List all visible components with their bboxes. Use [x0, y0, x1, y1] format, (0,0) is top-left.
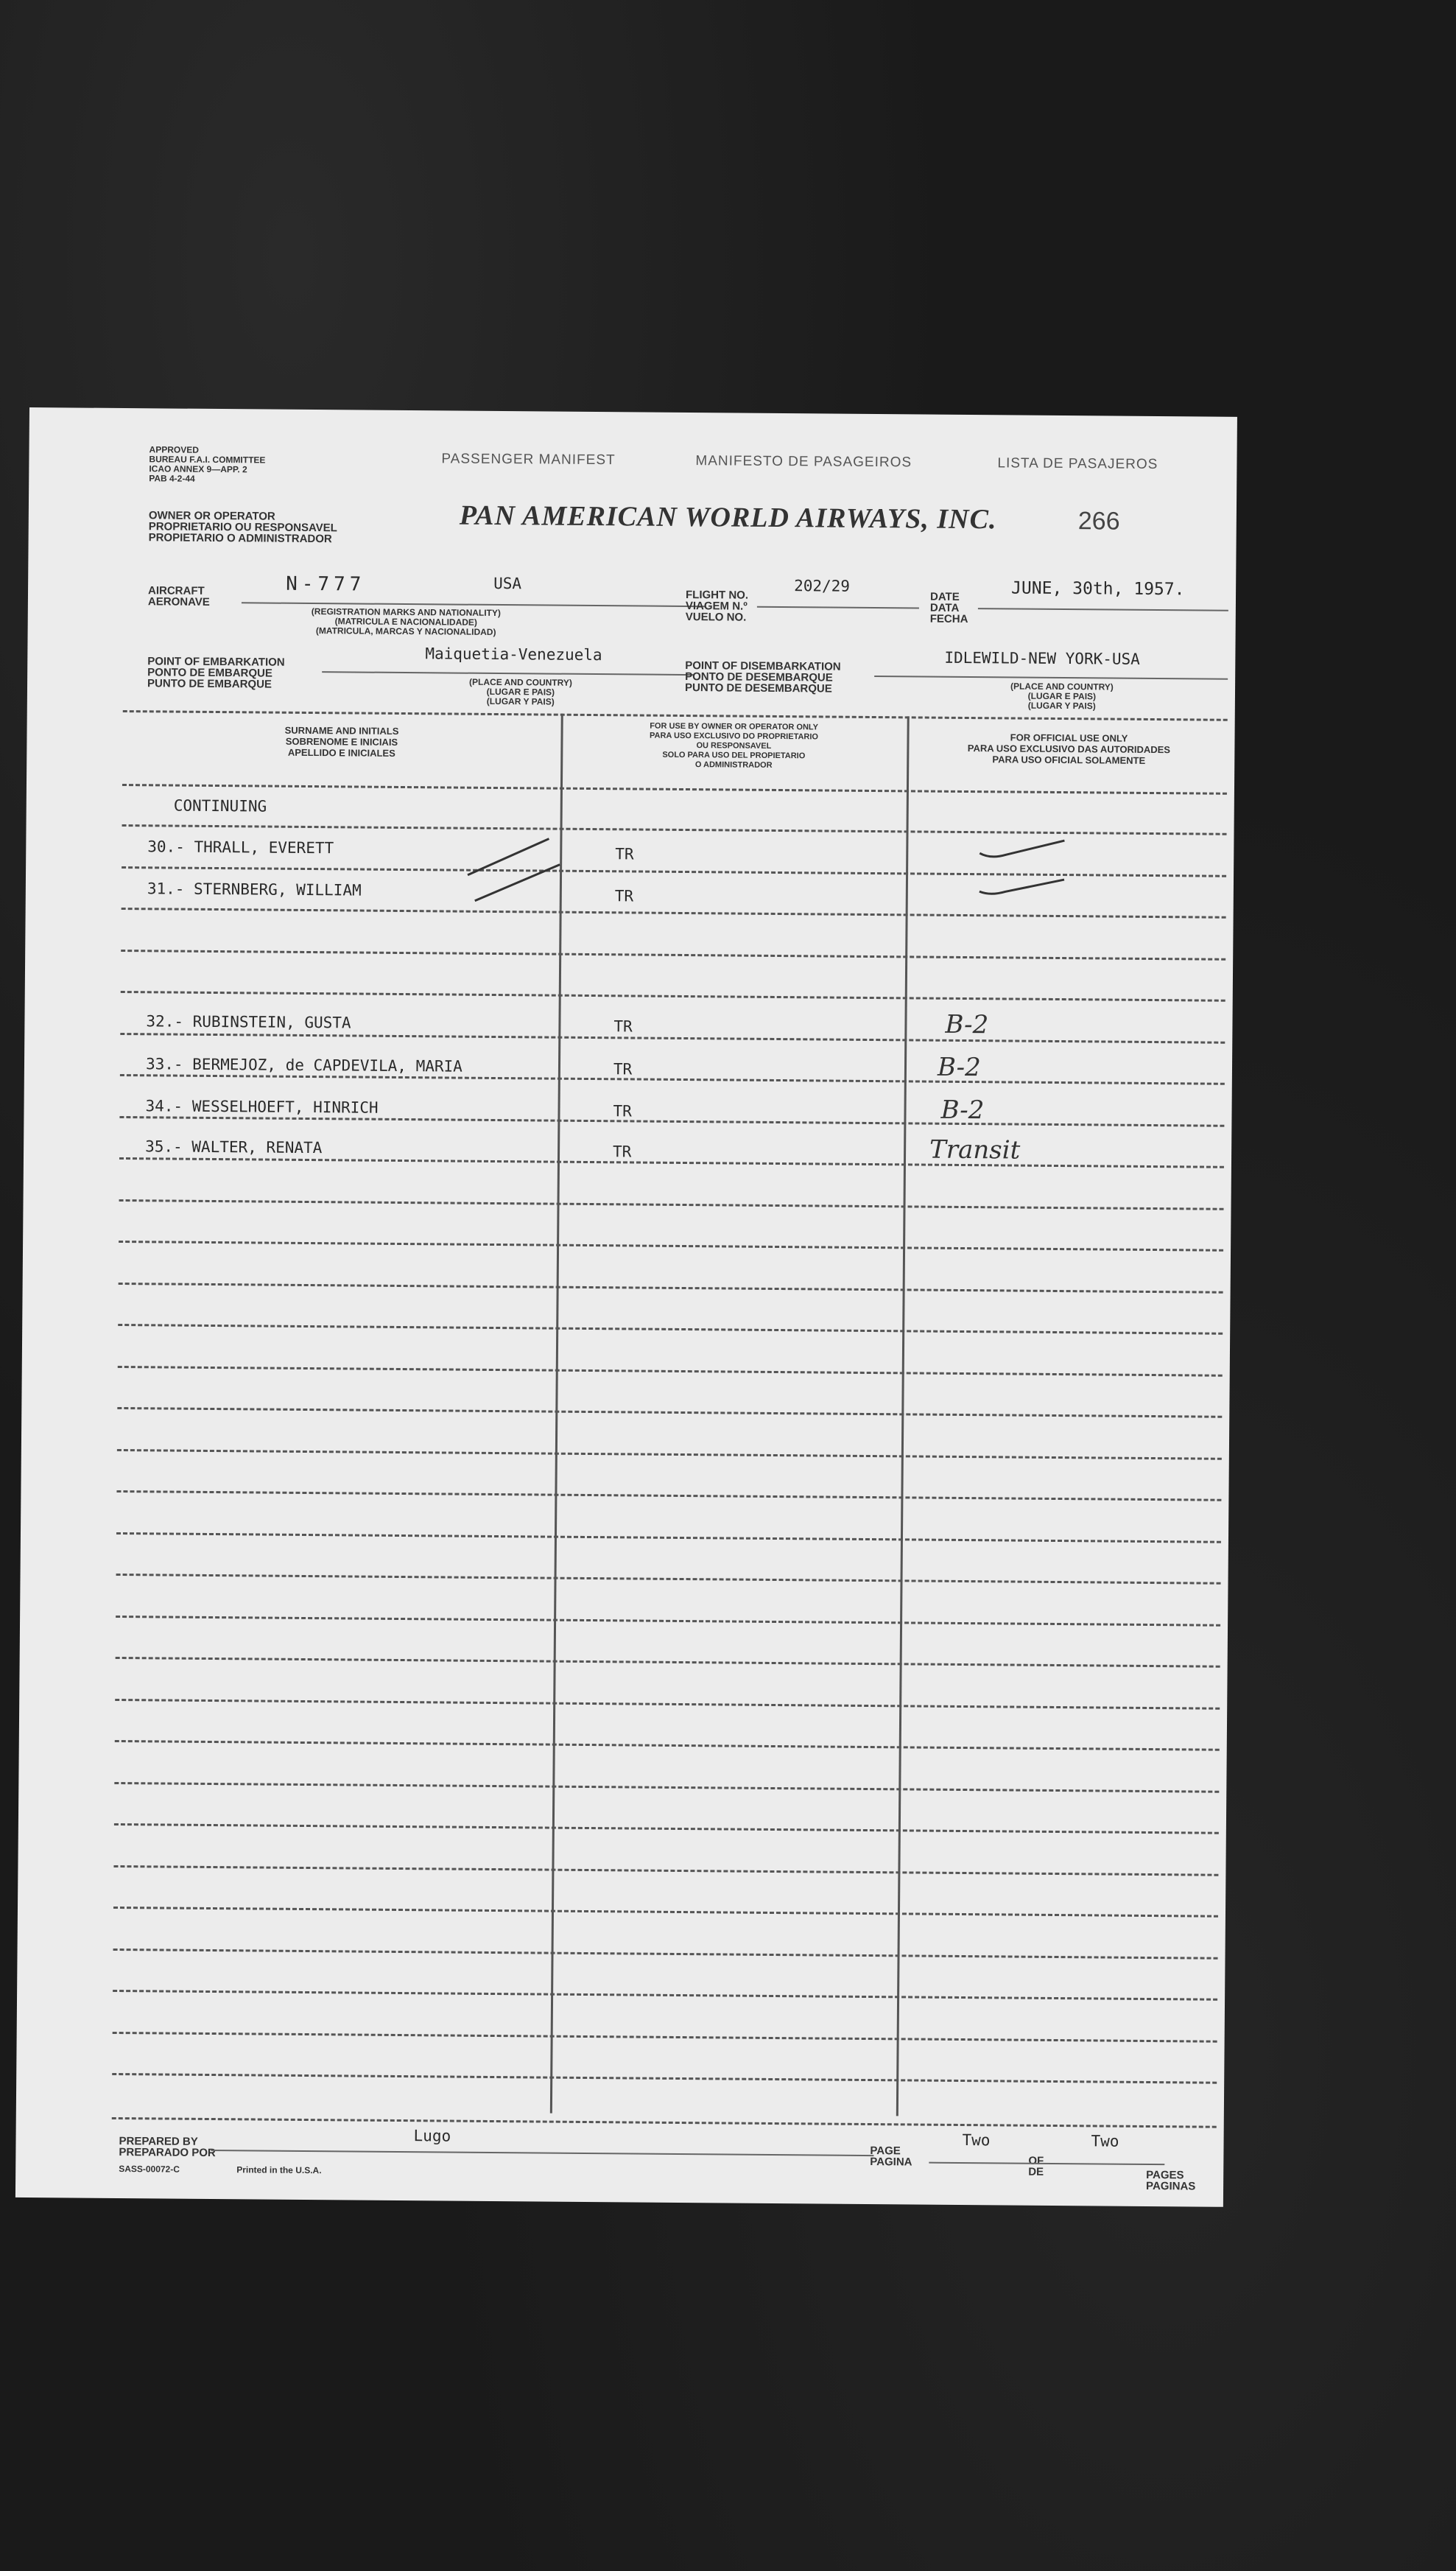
passenger-code: TR — [613, 1060, 633, 1078]
caption-line: (PLACE AND COUNTRY) — [1010, 681, 1114, 692]
tick-marks — [460, 824, 594, 905]
page-label-line: PAGE — [870, 2144, 901, 2158]
table-top-rule — [123, 710, 1228, 721]
approved-line: BUREAU F.A.I. COMMITTEE — [149, 454, 266, 466]
flight-label-line: FLIGHT NO. — [685, 589, 749, 602]
column-divider-1 — [550, 714, 563, 2114]
embarkation-underline — [322, 671, 694, 676]
airline-name: PAN AMERICAN WORLD AIRWAYS, INC. — [459, 499, 997, 536]
row-rule — [117, 1449, 1222, 1460]
column-divider-2 — [896, 716, 910, 2116]
row-rule — [114, 1823, 1219, 1834]
approved-block — [149, 445, 265, 484]
page-stamp-number: 266 — [1077, 507, 1120, 536]
tick-mark — [468, 838, 549, 876]
aircraft-label-line: AIRCRAFT — [147, 584, 205, 597]
printed-note: Printed in the U.S.A. — [236, 2164, 322, 2176]
row-rule — [120, 1033, 1225, 1044]
embarkation-label-line: PUNTO DE EMBARQUE — [147, 677, 272, 691]
aircraft-label — [148, 585, 210, 608]
check-icon — [980, 879, 1064, 894]
row-rule — [113, 2032, 1217, 2043]
column-header-line: O ADMINISTRADOR — [694, 760, 773, 770]
caption-line: (PLACE AND COUNTRY) — [469, 676, 572, 688]
flight-underline — [757, 606, 919, 609]
date-label-line: FECHA — [929, 612, 968, 626]
caption-line: (LUGAR E PAIS) — [486, 686, 555, 698]
passenger-name: 31.- STERNBERG, WILLIAM — [147, 880, 362, 899]
column-header-line: PARA USO EXCLUSIVO DO PROPRIETARIO — [649, 731, 819, 742]
passenger-code: TR — [615, 845, 634, 863]
row-rule — [114, 1782, 1219, 1793]
passenger-name: 30.- THRALL, EVERETT — [147, 838, 334, 857]
owner-label-line: OWNER OR OPERATOR — [148, 509, 275, 523]
date-label-line: DATE — [929, 590, 960, 603]
embarkation-label-line: POINT OF EMBARKATION — [147, 655, 285, 669]
column-header-line: SURNAME AND INITIALS — [284, 724, 399, 737]
embarkation-label-line: PONTO DE EMBARQUE — [147, 666, 272, 680]
row-rule — [116, 1490, 1221, 1501]
disembarkation-label-line: PONTO DE DESEMBARQUE — [685, 670, 833, 684]
row-rule — [116, 1616, 1220, 1627]
column-header-owner — [560, 721, 907, 772]
column-header-line: SOBRENOME E INICIAIS — [285, 735, 398, 748]
row-rule — [116, 1657, 1220, 1668]
row-rule — [115, 1699, 1220, 1710]
caption-line: (LUGAR E PAIS) — [1027, 690, 1097, 702]
official-mark: B-2 — [937, 1052, 981, 1083]
prepared-underline — [211, 2150, 873, 2156]
column-header-line: PARA USO EXCLUSIVO DAS AUTORIDADES — [967, 743, 1171, 756]
of-label — [1028, 2156, 1044, 2178]
row-rule — [118, 1366, 1223, 1377]
flight-label-line: VIAGEM N.º — [685, 600, 748, 613]
approved-line: ICAO ANNEX 9—APP. 2 — [149, 463, 247, 475]
footer-rule — [112, 2117, 1217, 2128]
approved-line: PAB 4-2-44 — [149, 473, 195, 484]
prepared-by: Lugo — [413, 2127, 451, 2145]
flight-label-line: VUELO NO. — [685, 611, 747, 624]
caption-line: (MATRICULA, MARCAS Y NACIONALIDAD) — [315, 625, 496, 637]
embarkation-value: Maiquetia-Venezuela — [425, 645, 602, 664]
passenger-code: TR — [612, 1143, 632, 1161]
date-label — [930, 592, 968, 625]
column-header-names — [122, 723, 560, 760]
caption-line: (LUGAR Y PAIS) — [1027, 700, 1096, 712]
of-label-line: DE — [1028, 2165, 1044, 2178]
page-underline — [929, 2162, 1164, 2166]
owner-label-line: PROPIETARIO O ADMINISTRADOR — [148, 531, 332, 546]
aircraft-label-line: AERONAVE — [147, 595, 210, 608]
title-passenger-manifest: PASSENGER MANIFEST — [441, 451, 616, 469]
official-mark: Transit — [929, 1134, 1021, 1165]
header-bottom-rule — [122, 784, 1227, 795]
page-number: Two — [962, 2131, 991, 2150]
row-rule — [119, 1199, 1224, 1210]
date-underline — [978, 608, 1228, 611]
row-rule — [115, 1740, 1220, 1751]
passenger-name: 33.- BERMEJOZ, de CAPDEVILA, MARIA — [145, 1055, 463, 1076]
passenger-code: TR — [613, 1102, 632, 1120]
column-header-official — [907, 731, 1231, 766]
caption-line: (REGISTRATION MARKS AND NATIONALITY) — [311, 606, 501, 619]
owner-label-line: PROPRIETARIO OU RESPONSAVEL — [148, 520, 337, 535]
row-rule — [112, 2073, 1217, 2084]
official-checks — [976, 838, 1080, 898]
row-rule — [118, 1324, 1223, 1335]
of-label-line: OF — [1028, 2154, 1044, 2167]
disembarkation-value: IDLEWILD-NEW YORK-USA — [944, 648, 1140, 668]
pages-label-line: PAGINAS — [1146, 2179, 1196, 2193]
flight-date: JUNE, 30th, 1957. — [1011, 578, 1185, 600]
flight-number: 202/29 — [794, 577, 851, 595]
row-rule — [117, 1407, 1222, 1418]
column-header-line: PARA USO OFICIAL SOLAMENTE — [992, 754, 1146, 766]
caption-line: (LUGAR Y PAIS) — [486, 695, 555, 707]
passenger-name: 35.- WALTER, RENATA — [145, 1137, 323, 1157]
row-rule — [122, 908, 1226, 919]
passenger-code: TR — [613, 1017, 633, 1036]
row-rule — [116, 1532, 1221, 1543]
disembarkation-label — [685, 660, 841, 695]
official-mark: B-2 — [940, 1095, 985, 1126]
row-rule — [113, 1990, 1217, 2001]
row-rule — [113, 1907, 1218, 1918]
disembarkation-label-line: PUNTO DE DESEMBARQUE — [684, 681, 832, 695]
disembarkation-label-line: POINT OF DISEMBARKATION — [685, 659, 841, 673]
column-header-line: FOR USE BY OWNER OR OPERATOR ONLY — [650, 721, 819, 732]
row-rule — [119, 1283, 1223, 1294]
official-mark: B-2 — [945, 1009, 989, 1040]
embarkation-label — [147, 656, 285, 690]
title-manifesto: MANIFESTO DE PASAGEIROS — [695, 453, 912, 471]
row-rule — [120, 1074, 1225, 1085]
date-label-line: DATA — [929, 601, 960, 614]
total-pages: Two — [1091, 2132, 1119, 2150]
title-lista: LISTA DE PASAJEROS — [997, 455, 1158, 473]
disembarkation-underline — [874, 676, 1228, 680]
registration-caption — [312, 607, 501, 637]
prepared-label-line: PREPARED BY — [119, 2135, 198, 2148]
row-rule — [119, 1241, 1223, 1252]
embarkation-caption — [469, 678, 572, 707]
row-rule — [113, 1949, 1218, 1960]
flight-label — [686, 589, 748, 623]
page-label — [870, 2145, 912, 2167]
row-rule — [122, 824, 1227, 835]
passenger-code: TR — [614, 887, 634, 905]
column-header-line: APELLIDO E INICIALES — [287, 746, 395, 759]
owner-label — [149, 510, 338, 544]
column-header-line: OU RESPONSAVEL — [696, 741, 772, 751]
approved-line: APPROVED — [149, 444, 199, 455]
page-label-line: PAGINA — [870, 2156, 912, 2169]
row-rule — [121, 950, 1225, 961]
tick-mark — [475, 864, 560, 902]
row-rule — [119, 1157, 1224, 1168]
pages-label — [1146, 2170, 1195, 2192]
pages-label-line: PAGES — [1146, 2168, 1184, 2182]
aircraft-registration: N-777 — [286, 572, 366, 596]
prepared-label — [119, 2136, 216, 2158]
row-rule — [113, 1865, 1218, 1876]
caption-line: (MATRICULA E NACIONALIDADE) — [334, 616, 477, 628]
aircraft-nationality: USA — [493, 574, 522, 593]
prepared-label-line: PREPARADO POR — [119, 2146, 216, 2160]
continuing-label: CONTINUING — [173, 796, 267, 816]
column-header-line: FOR OFFICIAL USE ONLY — [1010, 732, 1128, 744]
row-rule — [121, 991, 1225, 1002]
passenger-name: 34.- WESSELHOEFT, HINRICH — [145, 1097, 379, 1117]
column-header-line: SOLO PARA USO DEL PROPIETARIO — [662, 750, 806, 761]
row-rule — [119, 1116, 1224, 1127]
form-number: SASS-00072-C — [119, 2164, 180, 2175]
disembarkation-caption — [1010, 681, 1114, 711]
passenger-name: 32.- RUBINSTEIN, GUSTA — [146, 1012, 351, 1032]
row-rule — [116, 1574, 1221, 1585]
check-icon — [980, 840, 1064, 857]
manifest-page — [15, 407, 1237, 2207]
